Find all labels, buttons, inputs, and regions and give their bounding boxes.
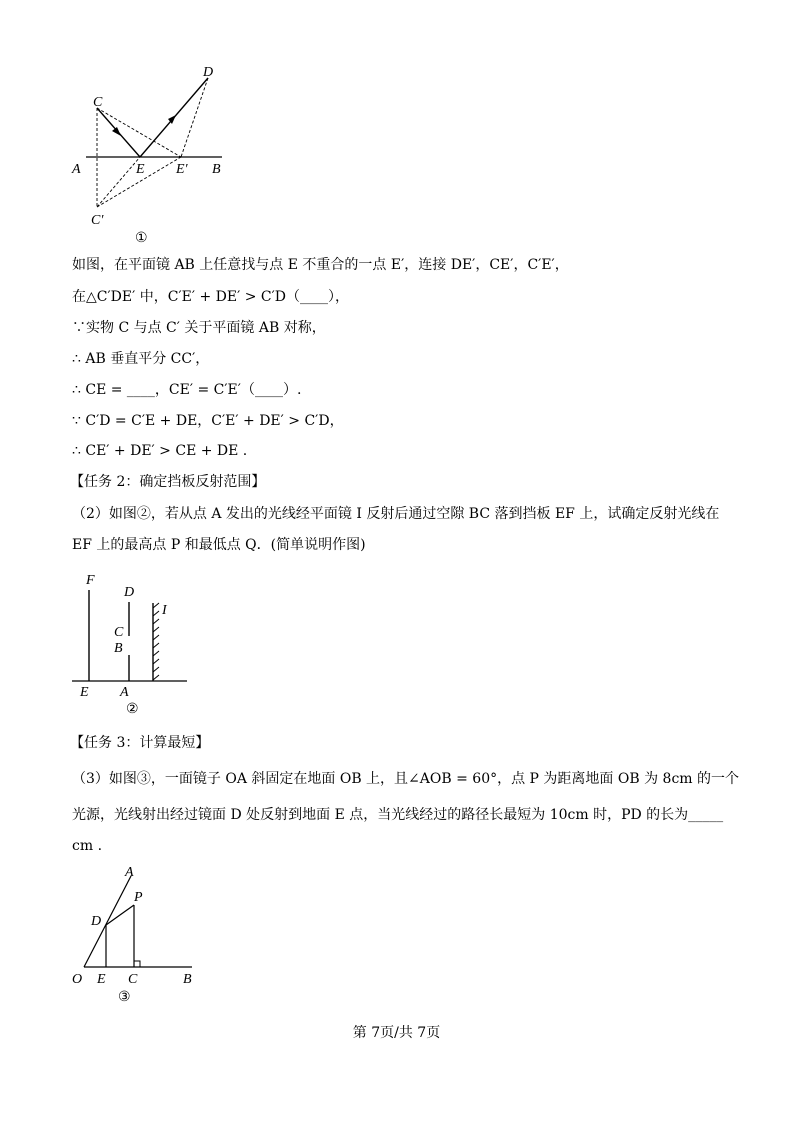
fig2-label-d: D <box>124 585 135 600</box>
fig3-label-b: B <box>183 972 192 987</box>
task3-title: 【任务 3：计算最短】 <box>70 735 210 751</box>
arrow-head-1 <box>112 127 121 136</box>
mirror-hatching <box>153 603 159 680</box>
fig3-label-o: O <box>72 972 83 987</box>
task2-line-2: EF 上的最高点 P 和最低点 Q．(简单说明作图) <box>72 537 366 553</box>
task2-line-1: （2）如图②，若从点 A 发出的光线经平面镜 I 反射后通过空隙 BC 落到挡板 EF 上，试确定反射光线在 <box>72 506 720 522</box>
task2-title: 【任务 2：确定挡板反射范围】 <box>70 474 266 490</box>
fig1-label-d: D <box>203 65 214 80</box>
figure-3 <box>60 860 210 1010</box>
task3-line-3: cm . <box>72 838 103 854</box>
fig1-number: ① <box>135 231 148 246</box>
fig2-number: ② <box>126 702 139 717</box>
fig3-label-d: D <box>91 914 102 929</box>
right-angle-mark <box>134 961 140 967</box>
fig1-label-cprime: C′ <box>91 213 104 228</box>
fig3-label-c: C <box>128 972 138 987</box>
fig1-label-c: C <box>93 95 103 110</box>
text-line-6: ∵ C′D = C′E + DE，C′E′ + DE′ > C′D， <box>72 413 344 429</box>
fig1-label-b: B <box>212 162 221 177</box>
dashed-d-eprime <box>181 78 208 157</box>
fig3-label-e: E <box>97 972 106 987</box>
fig2-label-a: A <box>120 685 129 700</box>
fig2-label-e: E <box>80 685 89 700</box>
text-line-4: ∴ AB 垂直平分 CC′， <box>72 351 210 367</box>
fig2-label-i: I <box>162 603 167 618</box>
fig3-label-a: A <box>125 865 134 880</box>
fig1-label-eprime: E′ <box>176 162 188 177</box>
dashed-cprime-e <box>97 157 140 207</box>
fig3-label-p: P <box>134 890 143 905</box>
fig1-label-e: E <box>136 162 145 177</box>
page-footer: 第 7页/共 7页 <box>352 1025 441 1041</box>
text-line-1: 如图，在平面镜 AB 上任意找与点 E 不重合的一点 E′，连接 DE′，CE′，C′E′， <box>72 257 569 273</box>
fig2-label-b: B <box>114 641 123 656</box>
text-line-3: ∵实物 C 与点 C′ 关于平面镜 AB 对称， <box>72 320 326 336</box>
task3-line-1: （3）如图③，一面镜子 OA 斜固定在地面 OB 上，且∠AOB = 60°，点 P 为距离地面 OB 为 8cm 的一个 <box>72 771 740 787</box>
text-line-2: 在△C′DE′ 中，C′E′ + DE′ > C′D（____）， <box>72 289 350 305</box>
fig1-label-a: A <box>72 162 81 177</box>
text-line-5: ∴ CE = ____，CE′ = C′E′（____）. <box>72 382 302 398</box>
fig2-label-c: C <box>114 625 124 640</box>
fig3-number: ③ <box>118 990 131 1005</box>
figure-2 <box>60 565 200 725</box>
fig2-label-f: F <box>86 573 95 588</box>
dashed-c-eprime <box>97 108 181 157</box>
figure-1 <box>60 60 240 250</box>
task3-line-2: 光源，光线射出经过镜面 D 处反射到地面 E 点，当光线经过的路径长最短为 10cm 时，PD 的长为_____ <box>72 807 724 823</box>
text-line-7: ∴ CE′ + DE′ > CE + DE . <box>72 443 248 459</box>
